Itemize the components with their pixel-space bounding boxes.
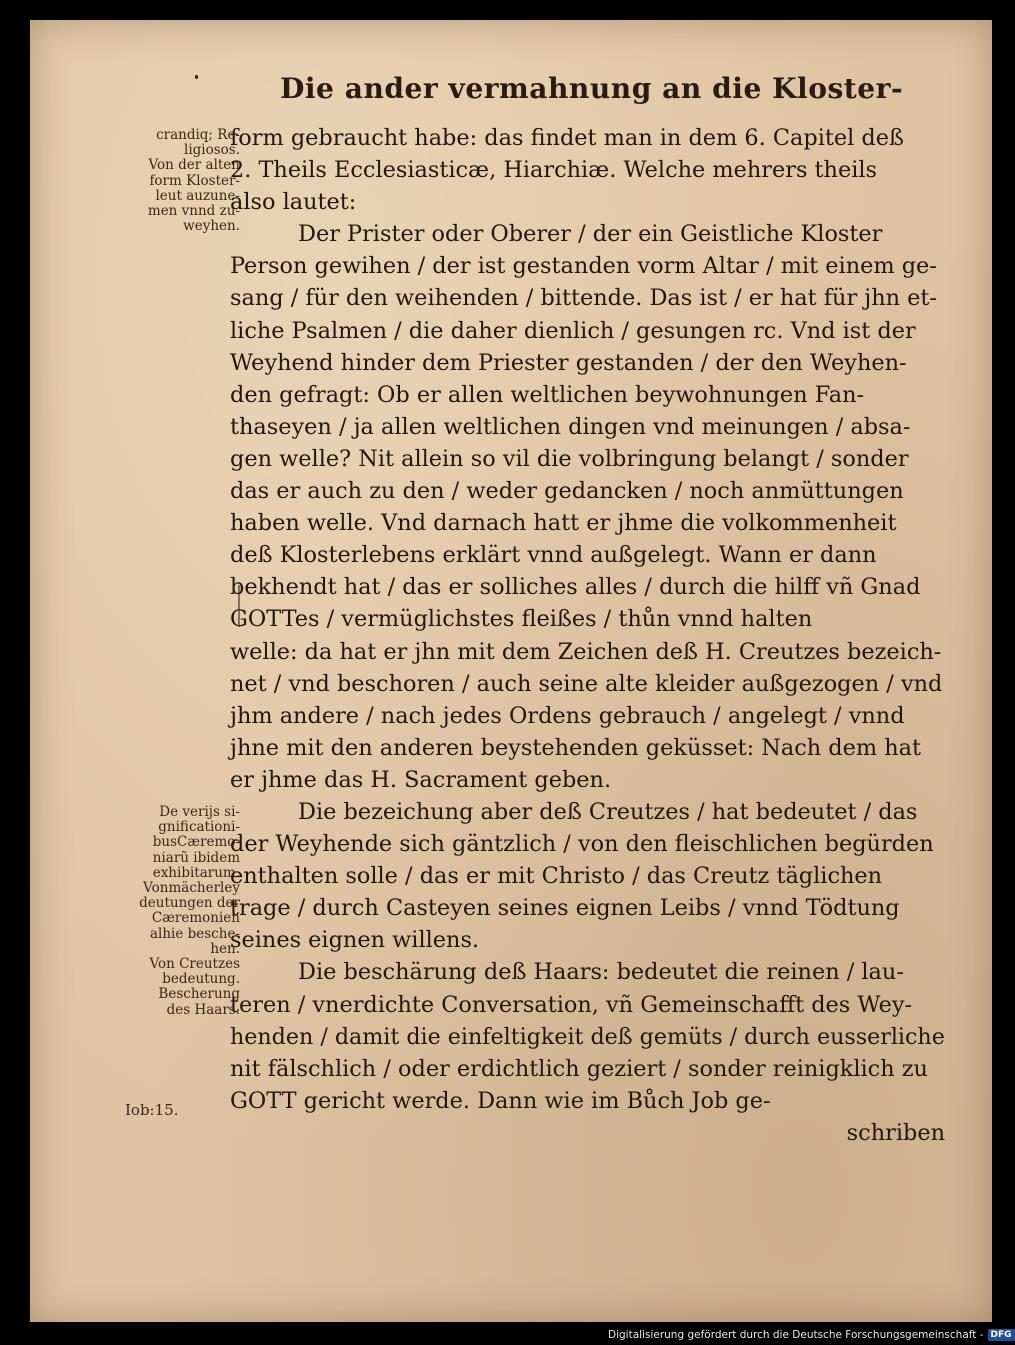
text-line: Die beschärung deß Haars: bedeutet die reinen / lau- [298,959,904,986]
margin-note-line: hen. [210,940,240,957]
margin-note-line: Von Creutzes [149,956,240,973]
text-line: GOTT gericht werde. Dann wie im Bůch Job ge- [230,1087,771,1114]
margin-note-line: gnificationi- [158,819,240,836]
text-line: Weyhend hinder dem Priester gestanden / der den Weyhen- [230,349,907,376]
credit-text: Digitalisierung gefördert durch die Deutsche Forschungsgemeinschaft - [608,1329,984,1341]
margin-note-line: bedeutung. [162,971,240,988]
margin-note-line: busCæremo- [152,834,240,851]
margin-note-line: leut auzune- [155,187,240,204]
text-line: der Weyhende sich gäntzlich / von den fleischlichen begürden [230,831,934,858]
dfg-logo: DFG [988,1329,1015,1341]
text-line: trage / durch Casteyen seines eignen Leibs / vnnd Tödtung [230,895,900,922]
ink-spot [195,75,198,79]
text-line: thaseyen / ja allen weltlichen dingen vnd meinungen / absa- [230,413,911,440]
margin-note-line: des Haars. [166,1001,240,1018]
text-line: nit fälschlich / oder erdichtlich geziert / sonder reinigklich zu [230,1055,928,1082]
margin-note-line: form Kloster- [149,172,240,189]
margin-note-line: Cæremonien [151,910,240,927]
text-line: Der Prister oder Oberer / der ein Geistliche Kloster [298,221,883,248]
text-line: 2. Theils Ecclesiasticæ, Hiarchiæ. Welche mehrers theils [230,157,878,184]
text-line: form gebraucht habe: das findet man in dem 6. Capitel deß [230,125,904,151]
margin-note-line: Vonmächerley [143,880,240,897]
running-title: Die ander vermahnung an die Kloster- [280,72,904,105]
margin-note-line: weyhen. [183,218,240,235]
margin-note-line: Von der alten [148,157,240,174]
text-line: GOTTes / vermüglichstes fleißes / thůn vnnd halten [230,606,813,633]
text-line: Die bezeichung aber deß Creutzes / hat bedeutet / das [298,798,918,825]
margin-note-line: Bescherung [158,986,240,1003]
text-line: bekhendt hat / das er solliches alles / durch die hilff vñ Gnad [230,574,921,601]
text-line: also lautet: [230,189,357,216]
margin-note-line: ligiosos. [184,142,240,159]
margin-notes-top [100,128,240,234]
text-line: liche Psalmen / die daher dienlich / gesungen rc. Vnd ist der [230,317,916,344]
text-line: gen welle? Nit allein so vil die volbringung belangt / sonder [230,445,909,472]
text-line: deß Klosterlebens erklärt vnnd außgelegt. Wann er dann [230,542,877,569]
text-line: den gefragt: Ob er allen weltlichen beywohnungen Fan- [230,381,865,408]
text-line: Person gewihen / der ist gestanden vorm Altar / mit einem ge- [230,253,937,280]
margin-reference: Iob:15. [125,1101,179,1119]
body-text [230,122,945,1149]
text-line: sang / für den weihenden / bittende. Das ist / er hat für jhn et- [230,285,937,312]
margin-note-line: niarũ ibidem [152,849,240,866]
margin-notes-bottom [100,805,240,1018]
text-line: jhm andere / nach jedes Ordens gebrauch / angelegt / vnnd [230,702,905,729]
text-line: haben welle. Vnd darnach hatt er jhme die volkommenheit [230,510,897,537]
margin-note-line: De verijs si- [159,804,240,820]
text-line: er jhme das H. Sacrament geben. [230,766,612,793]
text-line: teren / vnerdichte Conversation, vñ Gemeinschafft des Wey- [230,991,913,1018]
digitization-credit [608,1327,1015,1343]
text-line: enthalten solle / das er mit Christo / das Creutz täglichen [230,863,883,890]
document-page [30,20,992,1322]
text-line: welle: da hat er jhn mit dem Zeichen deß H. Creutzes bezeich- [230,638,942,665]
text-line: jhne mit den anderen beystehenden geküsset: Nach dem hat [230,734,921,761]
margin-note-line: crandiq; Re- [156,127,240,143]
margin-note-line: alhie besche- [149,925,240,942]
text-line: das er auch zu den / weder gedancken / noch anmüttungen [230,478,904,505]
margin-note-line: men vnnd zu- [147,203,240,220]
text-line: henden / damit die einfeltigkeit deß gemüts / durch eusserliche [230,1023,945,1050]
text-line: seines eignen willens. [230,927,480,954]
margin-note-line: deutungen der [139,895,240,912]
text-line: net / vnd beschoren / auch seine alte kleider außgezogen / vnd [230,670,943,697]
text-line: schriben [846,1119,945,1146]
margin-note-line: exhibitarum. [152,864,240,881]
